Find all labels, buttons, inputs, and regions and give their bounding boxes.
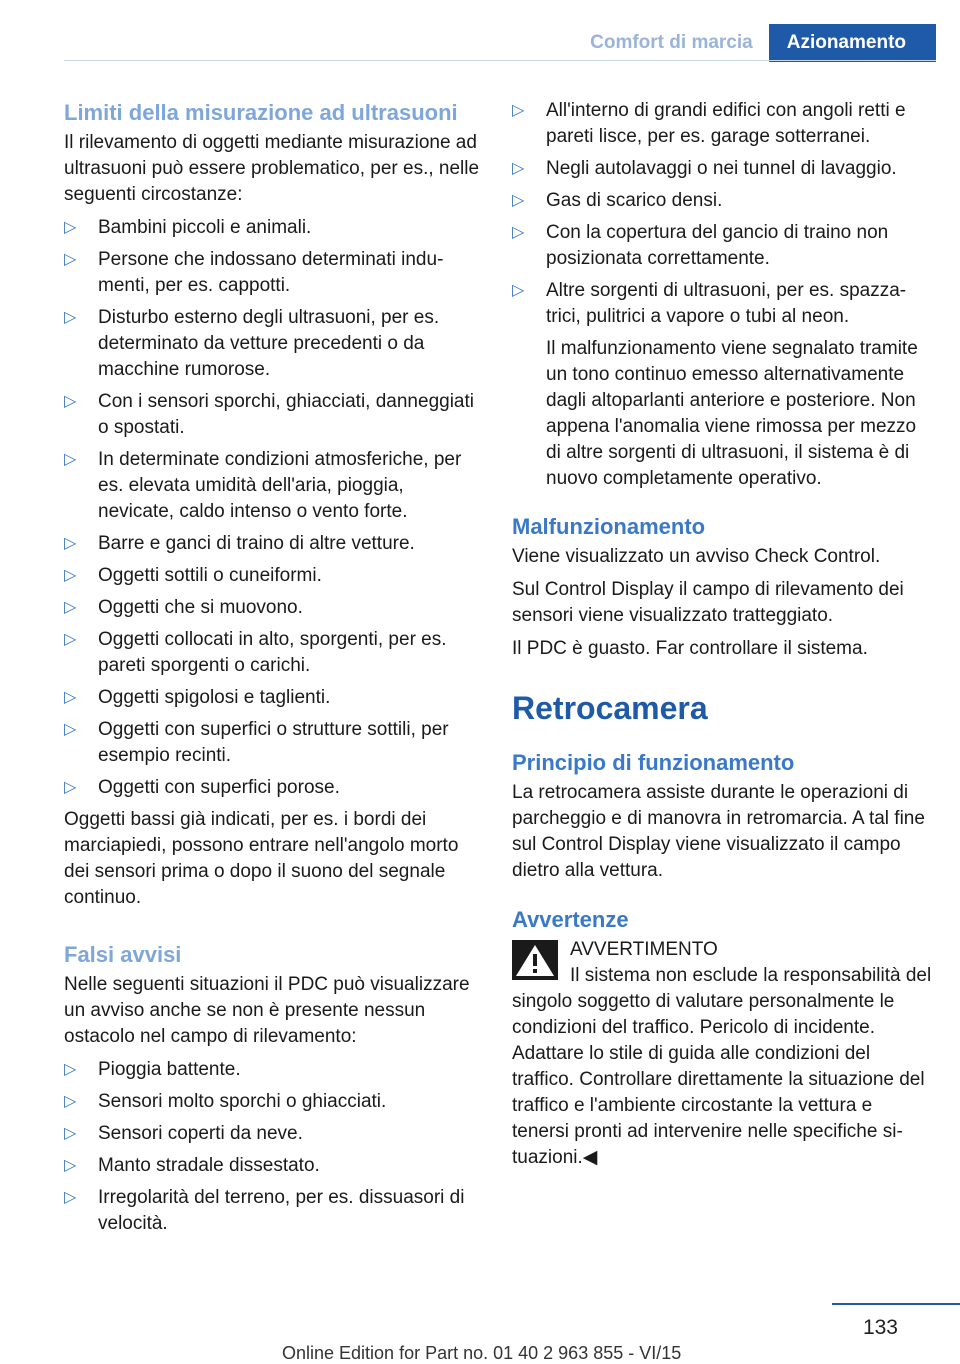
triangle-right-icon: ▷ — [64, 451, 77, 468]
triangle-right-icon: ▷ — [512, 160, 525, 177]
list-item: ▷ Altre sorgenti di ultrasuoni, per es. spazzatrici, pulitrici a vapore o tubi al neon. Il malfunzionamento viene segnalato tramite un tono continuo emesso alternativamente dagli altoparlanti anteriore e posteriore. Non appena l'anomalia viene rimossa per mezzo di altre sorgenti di ultrasuoni, il sistema è di nuovo completamente operativo. — [512, 278, 932, 492]
triangle-right-icon: ▷ — [64, 779, 77, 796]
false-alarms-list-continued — [512, 98, 932, 492]
warning-label: AVVERTIMENTO — [570, 939, 718, 960]
warning-block — [512, 937, 932, 1171]
triangle-right-icon: ▷ — [64, 1189, 77, 1206]
list-item: ▷ Irregolarità del terreno, per es. dissuasori di velocità. — [64, 1187, 465, 1234]
list-item: ▷ All'interno di grandi edifici con angoli retti e pareti lisce, per es. garage sotterranei. — [512, 100, 906, 147]
rear-camera-title: Retrocamera — [512, 690, 708, 726]
list-item: ▷ Oggetti sottili o cuneiformi. — [64, 563, 480, 589]
right-column — [512, 98, 932, 1171]
list-item: ▷ Oggetti spigolosi e taglienti. — [64, 685, 480, 711]
triangle-right-icon: ▷ — [64, 721, 77, 738]
list-item: ▷ Oggetti collocati in alto, sporgenti, per es. pareti sporgenti o carichi. — [64, 629, 447, 676]
warning-text: Il sistema non esclude la responsabilità del singolo soggetto di valutare personalmente le condizioni del traffico. Pericolo di incidente. Adattare lo stile di guida alle condizioni del traffico. Controllare direttamente la situazione del traffico e l'ambiente circostante la vettura e tenersi pronti ad intervenire nelle specifiche situazioni.◀ — [512, 965, 932, 1168]
false-alarms-list — [64, 1057, 480, 1237]
footer-divider — [832, 1303, 960, 1305]
list-item: ▷ Gas di scarico densi. — [512, 188, 932, 214]
list-item: ▷ Persone che indossano determinati indumenti, per es. cappotti. — [64, 249, 444, 296]
limits-list — [64, 215, 480, 801]
list-item: ▷ Sensori molto sporchi o ghiacciati. — [64, 1089, 480, 1115]
triangle-right-icon: ▷ — [64, 1061, 77, 1078]
principle-text: La retrocamera assiste durante le operazioni di parcheggio e di manovra in retromarcia. A tal fine sul Control Display viene visualizzato il campo dietro alla vettura. — [512, 782, 925, 881]
list-item: ▷ Oggetti che si muovono. — [64, 595, 480, 621]
triangle-right-icon: ▷ — [64, 567, 77, 584]
triangle-right-icon: ▷ — [512, 192, 525, 209]
triangle-right-icon: ▷ — [64, 309, 77, 326]
false-alarms-intro: Nelle seguenti situazioni il PDC può visualizzare un avviso anche se non è presente nessun ostacolo nel campo di rilevamento: — [64, 974, 470, 1047]
triangle-right-icon: ▷ — [64, 535, 77, 552]
triangle-right-icon: ▷ — [64, 251, 77, 268]
list-item: ▷ Negli autolavaggi o nei tunnel di lavaggio. — [512, 156, 932, 182]
list-item: ▷ In determinate condizioni atmosferiche, per es. elevata umidità dell'aria, pioggia, nevicate, caldo intenso o vento forte. — [64, 449, 462, 522]
limits-intro: Il rilevamento di oggetti mediante misurazione ad ultrasuoni può essere problematico, per es., nelle seguenti circostanze: — [64, 132, 480, 205]
list-item: ▷ Manto stradale dissestato. — [64, 1153, 480, 1179]
triangle-right-icon: ▷ — [64, 631, 77, 648]
list-item: ▷ Sensori coperti da neve. — [64, 1121, 480, 1147]
left-column — [64, 98, 480, 1243]
page-number: 133 — [862, 1316, 898, 1339]
false-alarms-heading: Falsi avvisi — [64, 942, 182, 967]
triangle-right-icon: ▷ — [64, 1125, 77, 1142]
header-section-tab[interactable]: Comfort di marcia — [590, 32, 753, 53]
triangle-right-icon: ▷ — [512, 102, 525, 119]
list-item: ▷ Oggetti con superfici porose. — [64, 775, 480, 801]
edition-line: Online Edition for Part no. 01 40 2 963 855 - VI/15 — [282, 1343, 682, 1363]
warnings-heading: Avvertenze — [512, 907, 629, 932]
malfunction-text-3: Il PDC è guasto. Far controllare il sistema. — [512, 638, 868, 659]
list-item: ▷ Pioggia battente. — [64, 1057, 480, 1083]
malfunction-heading: Malfunzionamento — [512, 514, 706, 539]
warning-triangle-icon — [512, 940, 558, 980]
triangle-right-icon: ▷ — [512, 282, 525, 299]
list-item: ▷ Disturbo esterno degli ultrasuoni, per es. determinato da vetture precedenti o da macchine rumorose. — [64, 307, 440, 380]
header-chapter-tab[interactable]: Azionamento — [769, 24, 936, 62]
list-item: ▷ Con la copertura del gancio di traino non posizionata correttamente. — [512, 222, 889, 269]
limits-heading: Limiti della misurazione ad ultrasuoni — [64, 100, 458, 125]
triangle-right-icon: ▷ — [64, 1093, 77, 1110]
triangle-right-icon: ▷ — [64, 1157, 77, 1174]
list-item: ▷ Con i sensori sporchi, ghiacciati, danneggiati o spostati. — [64, 391, 474, 438]
list-item: ▷ Barre e ganci di traino di altre vetture. — [64, 531, 480, 557]
principle-heading: Principio di funzionamento — [512, 750, 795, 775]
header-tabs — [574, 24, 936, 62]
list-item: ▷ Bambini piccoli e animali. — [64, 215, 480, 241]
header-divider — [64, 60, 936, 61]
malfunction-text-1: Viene visualizzato un avviso Check Control. — [512, 546, 881, 567]
triangle-right-icon: ▷ — [512, 224, 525, 241]
list-item: ▷ Oggetti con superfici o strutture sottili, per esempio recinti. — [64, 719, 449, 766]
triangle-right-icon: ▷ — [64, 599, 77, 616]
ultrasonic-note: Il malfunzionamento viene segnalato tramite un tono continuo emesso alternativamente dagli altoparlanti anteriore e posteriore. Non appena l'anomalia viene rimossa per mezzo di altre sorgenti di ultrasuoni, il sistema è di nuovo completamente operativo. — [546, 338, 918, 489]
triangle-right-icon: ▷ — [64, 219, 77, 236]
triangle-right-icon: ▷ — [64, 393, 77, 410]
malfunction-text-2: Sul Control Display il campo di rilevamento dei sensori viene visualizzato tratteggiato. — [512, 579, 904, 626]
triangle-right-icon: ▷ — [64, 689, 77, 706]
limits-outro: Oggetti bassi già indicati, per es. i bordi dei marciapiedi, possono entrare nell'angolo morto dei sensori prima o dopo il suono del segnale continuo. — [64, 809, 459, 908]
